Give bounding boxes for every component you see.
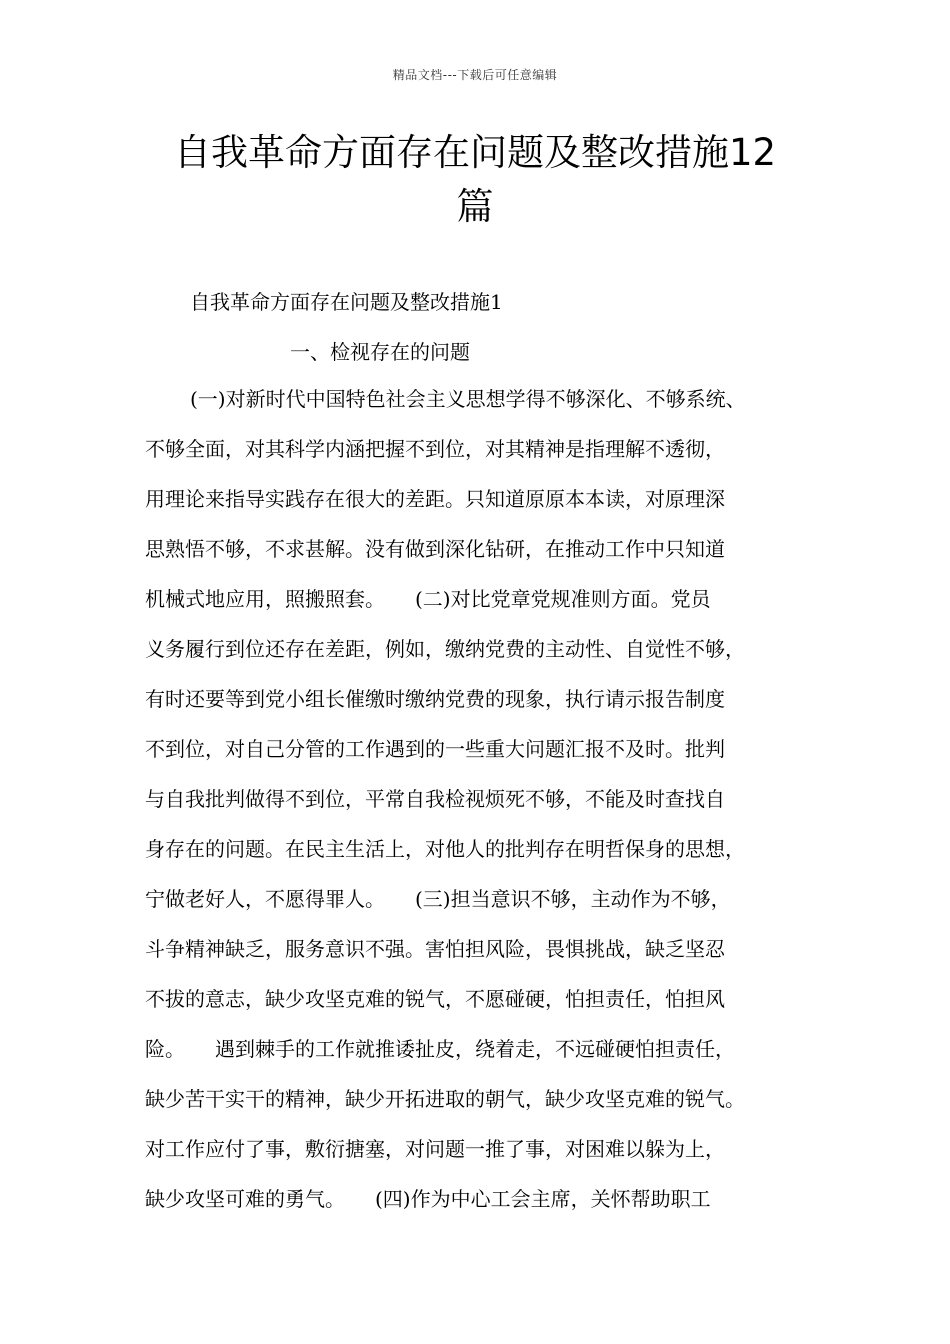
body-line: 与自我批判做得不到位，平常自我检视烦死不够，不能及时查找自 <box>145 787 725 811</box>
body-line: 用理论来指导实践存在很大的差距。只知道原原本本读，对原理深 <box>145 487 725 511</box>
body-line: 有时还要等到党小组长催缴时缴纳党费的现象，执行请示报告制度 <box>145 687 725 711</box>
body-line: 对工作应付了事，敷衍搪塞，对问题一推了事，对困难以躲为上， <box>145 1137 725 1161</box>
document-title <box>130 126 820 234</box>
body-line: 缺少攻坚可难的勇气。 (四)作为中心工会主席，关怀帮助职工 <box>145 1187 711 1211</box>
sub-heading: 一、检视存在的问题 <box>290 340 470 364</box>
body-line: 宁做老好人，不愿得罪人。 (三)担当意识不够，主动作为不够， <box>145 887 731 911</box>
body-line: 思熟悟不够，不求甚解。没有做到深化钻研，在推动工作中只知道 <box>145 537 725 561</box>
body-line: 不拔的意志，缺少攻坚克难的锐气，不愿碰硬，怕担责任，怕担风 <box>145 987 725 1011</box>
body-line: 义务履行到位还存在差距，例如，缴纳党费的主动性、自觉性不够， <box>145 637 745 661</box>
body-line: (一)对新时代中国特色社会主义思想学得不够深化、不够系统、 <box>190 387 746 411</box>
document-title-line-1: 自我革命方面存在问题及整改措施12 <box>173 131 777 174</box>
body-line: 机械式地应用，照搬照套。 (二)对比党章党规准则方面。党员 <box>145 587 711 611</box>
document-title-line-2: 篇 <box>456 185 494 228</box>
body-line: 缺少苦干实干的精神，缺少开拓进取的朝气，缺少攻坚克难的锐气。 <box>145 1087 745 1111</box>
body-text <box>145 381 835 1231</box>
body-line: 不到位，对自己分管的工作遇到的一些重大问题汇报不及时。批判 <box>145 737 725 761</box>
body-line: 身存在的问题。在民主生活上，对他人的批判存在明哲保身的思想， <box>145 837 745 861</box>
page-header: 精品文档---下载后可任意编辑 <box>392 68 558 82</box>
section-title: 自我革命方面存在问题及整改措施1 <box>190 290 503 314</box>
body-line: 不够全面，对其科学内涵把握不到位，对其精神是指理解不透彻， <box>145 437 725 461</box>
body-line: 险。 遇到棘手的工作就推诿扯皮，绕着走，不远碰硬怕担责任， <box>145 1037 735 1061</box>
body-line: 斗争精神缺乏，服务意识不强。害怕担风险，畏惧挑战，缺乏坚忍 <box>145 937 725 961</box>
